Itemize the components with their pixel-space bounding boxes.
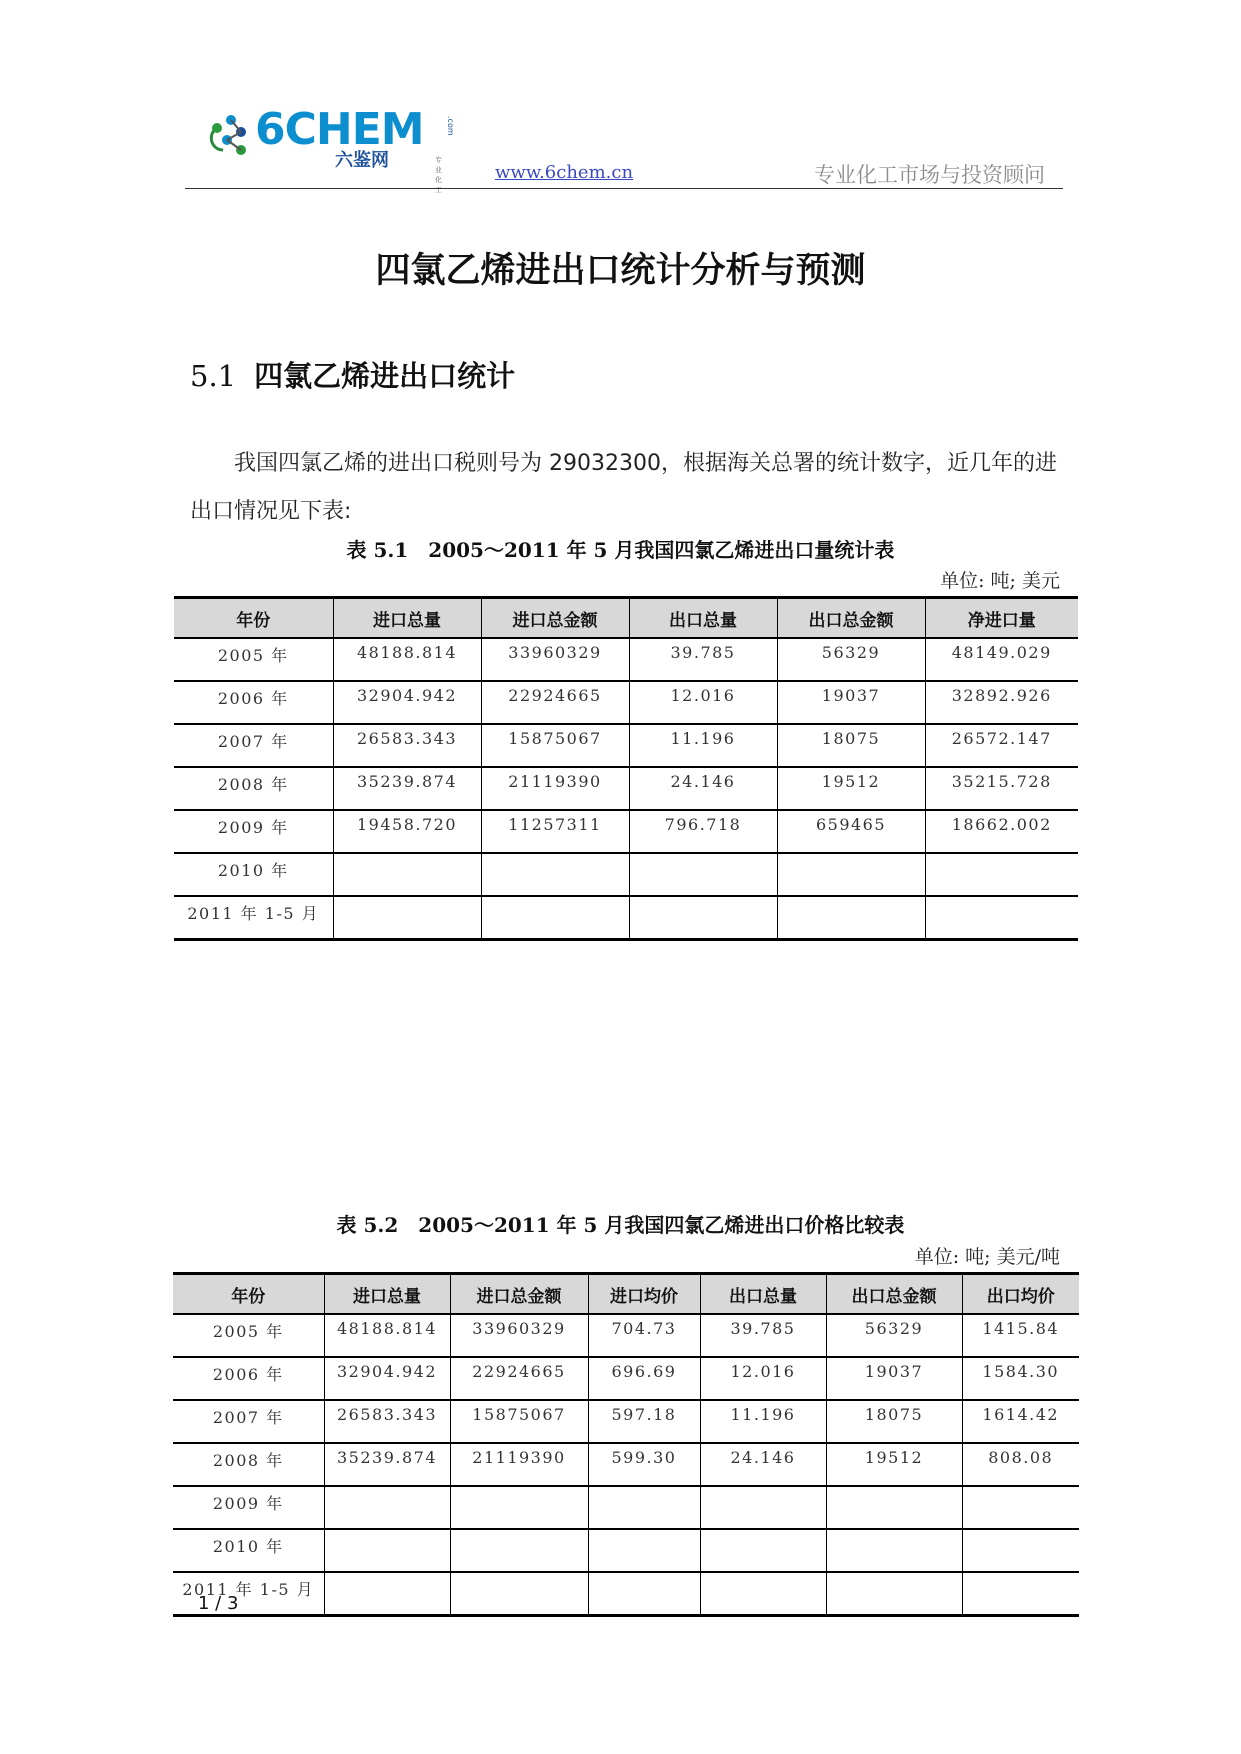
table-cell: 1415.84 (962, 1314, 1079, 1357)
table-cell (700, 1572, 826, 1616)
table-cell: 659465 (777, 810, 925, 853)
table-row (174, 810, 1078, 853)
logo-brand-text: 6CHEM (255, 104, 424, 155)
table-cell: 599.30 (588, 1443, 700, 1486)
table-cell: 32904.942 (333, 681, 481, 724)
table-cell (629, 896, 777, 940)
table-cell (588, 1529, 700, 1572)
table-cell: 696.69 (588, 1357, 700, 1400)
table-row (174, 767, 1078, 810)
col-header-import-volume: 进口总量 (324, 1274, 450, 1315)
table-cell: 808.08 (962, 1443, 1079, 1486)
table-cell: 15875067 (450, 1400, 588, 1443)
table-cell: 22924665 (450, 1357, 588, 1400)
table-cell (324, 1572, 450, 1616)
col-header-year: 年份 (174, 598, 333, 639)
col-header-export-amount: 出口总金额 (777, 598, 925, 639)
table-cell: 18662.002 (925, 810, 1078, 853)
table-cell: 18075 (777, 724, 925, 767)
table-cell (826, 1572, 962, 1616)
import-export-volume-table (174, 596, 1078, 941)
table-cell: 33960329 (450, 1314, 588, 1357)
year-cell: 2006 年 (174, 681, 333, 724)
table-cell (333, 896, 481, 940)
table-cell: 704.73 (588, 1314, 700, 1357)
intro-paragraph: 我国四氯乙烯的进出口税则号为 29032300，根据海关总署的统计数字，近几年的进出口情况见下表: (190, 451, 1057, 524)
table-cell: 12.016 (700, 1357, 826, 1400)
table-cell (777, 853, 925, 896)
table-cell (962, 1572, 1079, 1616)
col-header-export-volume: 出口总量 (629, 598, 777, 639)
year-cell: 2005 年 (173, 1314, 324, 1357)
table-cell: 35239.874 (333, 767, 481, 810)
table-cell: 26583.343 (333, 724, 481, 767)
table-row (174, 724, 1078, 767)
company-logo (205, 104, 455, 194)
col-header-net-import: 净进口量 (925, 598, 1078, 639)
table-cell: 19512 (826, 1443, 962, 1486)
table1-caption: 表 5.1 2005～2011 年 5 月我国四氯乙烯进出口量统计表 (346, 538, 895, 562)
table-cell: 11257311 (481, 810, 629, 853)
table-cell (333, 853, 481, 896)
table-cell (481, 896, 629, 940)
table-cell: 12.016 (629, 681, 777, 724)
table-cell (962, 1486, 1079, 1529)
table-header-row (173, 1274, 1079, 1315)
table-cell (826, 1529, 962, 1572)
year-cell: 2009 年 (173, 1486, 324, 1529)
year-cell: 2007 年 (174, 724, 333, 767)
table-row (173, 1314, 1079, 1357)
table-cell (700, 1486, 826, 1529)
table-cell: 33960329 (481, 638, 629, 681)
table1-unit: 单位: 吨; 美元 (940, 570, 1060, 592)
table-row (174, 853, 1078, 896)
table-cell: 21119390 (450, 1443, 588, 1486)
table-cell: 39.785 (629, 638, 777, 681)
table-cell: 1614.42 (962, 1400, 1079, 1443)
table-cell: 24.146 (700, 1443, 826, 1486)
table-cell: 18075 (826, 1400, 962, 1443)
table-cell (588, 1486, 700, 1529)
import-export-price-table (173, 1272, 1079, 1617)
table-cell: 796.718 (629, 810, 777, 853)
table-cell: 19037 (777, 681, 925, 724)
table-cell (925, 853, 1078, 896)
table-row (173, 1529, 1079, 1572)
table-header-row (174, 598, 1078, 639)
col-header-import-amount: 进口总金额 (481, 598, 629, 639)
table-cell (629, 853, 777, 896)
table-cell: 26572.147 (925, 724, 1078, 767)
table-cell (481, 853, 629, 896)
table-cell: 35239.874 (324, 1443, 450, 1486)
year-cell: 2009 年 (174, 810, 333, 853)
col-header-export-avg-price: 出口均价 (962, 1274, 1079, 1315)
table-cell: 56329 (777, 638, 925, 681)
logo-chinese-name: 六鉴网 (335, 150, 389, 171)
year-cell: 2006 年 (173, 1357, 324, 1400)
table-cell (588, 1572, 700, 1616)
table-cell (324, 1529, 450, 1572)
table-cell: 22924665 (481, 681, 629, 724)
table2-unit: 单位: 吨; 美元/吨 (914, 1246, 1060, 1268)
table2-caption: 表 5.2 2005～2011 年 5 月我国四氯乙烯进出口价格比较表 (336, 1213, 905, 1237)
year-cell: 2010 年 (173, 1529, 324, 1572)
site-url-link[interactable]: www.6chem.cn (495, 162, 634, 183)
page-header (185, 86, 1063, 194)
table-row (173, 1443, 1079, 1486)
page-number: 1 / 3 (198, 1593, 239, 1614)
table-row (173, 1400, 1079, 1443)
col-header-import-volume: 进口总量 (333, 598, 481, 639)
table-cell: 32904.942 (324, 1357, 450, 1400)
table-cell (450, 1486, 588, 1529)
year-cell: 2008 年 (173, 1443, 324, 1486)
col-header-import-amount: 进口总金额 (450, 1274, 588, 1315)
year-cell: 2011 年 1-5 月 (174, 896, 333, 940)
year-cell: 2011 年 1-5 月 (173, 1572, 324, 1616)
table-cell: 26583.343 (324, 1400, 450, 1443)
year-cell: 2008 年 (174, 767, 333, 810)
year-cell: 2010 年 (174, 853, 333, 896)
year-cell: 2005 年 (174, 638, 333, 681)
section-heading (190, 354, 515, 395)
table-cell: 15875067 (481, 724, 629, 767)
table-cell (962, 1529, 1079, 1572)
col-header-export-volume: 出口总量 (700, 1274, 826, 1315)
table-cell (925, 896, 1078, 940)
table-cell: 597.18 (588, 1400, 700, 1443)
table-cell (324, 1486, 450, 1529)
table-row (173, 1357, 1079, 1400)
table-cell: 56329 (826, 1314, 962, 1357)
table-cell: 39.785 (700, 1314, 826, 1357)
table-row (173, 1486, 1079, 1529)
table-cell (777, 896, 925, 940)
table-cell: 19512 (777, 767, 925, 810)
col-header-import-avg-price: 进口均价 (588, 1274, 700, 1315)
table-cell (826, 1486, 962, 1529)
table-cell (450, 1529, 588, 1572)
table-cell: 21119390 (481, 767, 629, 810)
table-cell: 11.196 (629, 724, 777, 767)
table-row (174, 681, 1078, 724)
header-slogan: 专业化工市场与投资顾问 (814, 163, 1045, 187)
col-header-export-amount: 出口总金额 (826, 1274, 962, 1315)
table-cell: 48188.814 (333, 638, 481, 681)
table-cell: 48188.814 (324, 1314, 450, 1357)
table-cell (700, 1529, 826, 1572)
table-cell: 19458.720 (333, 810, 481, 853)
logo-domain-suffix: .com (446, 116, 455, 136)
logo-tagline: 专业化工 (435, 156, 442, 194)
section-label: 四氯乙烯进出口统计 (254, 359, 516, 393)
table-cell: 1584.30 (962, 1357, 1079, 1400)
document-title: 四氯乙烯进出口统计分析与预测 (375, 251, 866, 291)
table-cell: 35215.728 (925, 767, 1078, 810)
section-number: 5.1 (190, 359, 237, 393)
year-cell: 2007 年 (173, 1400, 324, 1443)
table-cell: 11.196 (700, 1400, 826, 1443)
table-cell: 32892.926 (925, 681, 1078, 724)
col-header-year: 年份 (173, 1274, 324, 1315)
table-row (173, 1572, 1079, 1616)
table-cell (450, 1572, 588, 1616)
table-row (174, 896, 1078, 940)
table-cell: 24.146 (629, 767, 777, 810)
table-cell: 48149.029 (925, 638, 1078, 681)
table-row (174, 638, 1078, 681)
table-cell: 19037 (826, 1357, 962, 1400)
header-divider (185, 188, 1063, 189)
molecule-logo-icon (205, 110, 261, 162)
